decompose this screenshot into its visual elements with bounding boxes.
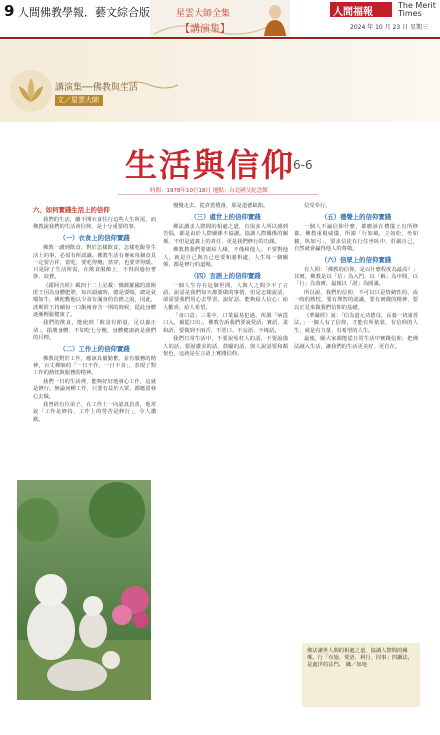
statue-photo — [17, 480, 151, 700]
headline-divider — [118, 194, 318, 195]
paragraph: 有人問：「佛教的信仰，是以什麼程度為最高？」其實，佛教是以「信」為入門，以「解」為中間，以「行」為落實，最後以「證」為圓滿。 — [294, 267, 418, 288]
text-column-1 — [33, 203, 156, 425]
portrait-illustration — [262, 2, 288, 36]
newspaper-english-name: The Merit Times — [398, 1, 436, 18]
subsection-heading: （三）處世上的信仰實踐 — [190, 213, 261, 222]
subsection-heading: （六）信眾上的信仰實踐 — [320, 256, 392, 265]
decorative-flourish — [120, 79, 180, 91]
author-name: 文／星雲大師 — [57, 96, 99, 104]
caption-text: 佛法讓世人間的相處之道，協調人際間的關係。行「布施、愛語、利行、同事」四攝法，是處世的法門。 攝／如地 — [307, 648, 413, 669]
subsection-heading: （一）衣食上的信仰實踐 — [59, 234, 130, 243]
paragraph: 所以說，我們的信仰，不可以只是情緒性的，或一時的熱忱，要有理智的認識，要有實踐的精神，要以正見來做我們信仰的基礎。 — [294, 290, 418, 311]
subsection-heading: （五）禮聲上的信仰實踐 — [320, 213, 392, 222]
paragraph: 一個人不論信仰什麼，都應該在禮儀上有所修養。佛教重視威儀，所謂「行如風，立如松，坐如鐘，臥如弓」，要求信徒在行住坐臥中，莊嚴自己，自然就會贏得他人的尊敬。 — [294, 224, 418, 252]
section-title: 人間佛教學報．藝文綜合版 — [18, 6, 150, 19]
series-subtitle: 【講演集】 — [180, 24, 230, 35]
paragraph: 《錯阿含經》載四十二上記載：憍薩羅國的波斯匿王因為身體肥胖，每次頭痛時，總是要喘，總是氣喘如牛，佛陀勸他以少食有滿身的負擔之說，因此，波斯匿王持續每一口飯後會含一則的時候，從此身體逐漸輕鬆健康了。 — [33, 282, 156, 318]
subsection-heading: （四）言語上的信仰實踐 — [190, 271, 261, 280]
paragraph: 我曾經有位弟子，在工作上一向認真負責，他常說「工作是修持，工作上的勞苦是修行」，令人讚歎。 — [33, 402, 156, 423]
paragraph: 我們的飲食，能使到「飲食有節量，足以養正命」，損壞身體，不如吃七分飽，身體健康就是我們的目標。 — [33, 320, 156, 341]
paragraph: 我們的生活，離不開衣食住行這些人生所需，而佛教說我們的生活會信仰，是十分重要的事。 — [33, 217, 156, 231]
paragraph: 最後，願大家都能從日常生活中實踐信仰，把佛法融入生活，讓我們的生活更美好、更自在。 — [294, 336, 418, 350]
article-headline: 生活與信仰 — [125, 146, 296, 184]
publication-date: 2024 年 10 月 23 日 星期三 — [350, 24, 428, 31]
paragraph: 一個人生存在這個世間，人與人之間少不了言語，說話是我們每天都要做的事情，但是怎樣說話，卻需要我們用心去學習。說好話，能夠給人信心；給人歡喜，給人希望。 — [163, 282, 288, 311]
text-column-2 — [163, 203, 288, 359]
paragraph: 我們一日的生活裡，能夠好好地發心工作，這就是修行。無論何種工作，只要有益於大眾，都應當發心去做。 — [33, 379, 156, 400]
masthead-rule — [0, 37, 440, 39]
page-number: 9 — [4, 2, 15, 20]
paragraph: 佛教一講到飲食，對於怎樣飲食，怎樣吃飯等生活上的事，必須有所認識。佛教生活有專家每個食具一定要吉祥，當吃，要吃得飽；當穿，也要穿得暖。只是除了生活所需，在飲食服飾上，不得誤過份奢侈、浪費。 — [33, 245, 156, 281]
paragraph: 慢慢走去，從貪慾墮落，那是道德缺陷。 — [173, 203, 269, 209]
paragraph: 「身口意」三業中，口業最易犯過，所謂「病從口入，禍從口出」，佛教告訴我們要說愛語、實語、柔和語，要做到不兩舌、不惡口、不妄語、不綺語。 — [163, 313, 288, 334]
column-title: 講演集──佛教與生活 — [55, 83, 138, 93]
subsection-heading: （二）工作上的信仰實踐 — [59, 345, 130, 354]
paragraph: 佛教教我們要廣結人緣，不僅和他人，不要對他人，就是自己與自己也要和諧相處，人生每一個關係，都是修行的道場。 — [163, 247, 288, 268]
paragraph: 我們日常生活中，不要說冤枉人的話，不要說傷人的話，要說讚美的話、鼓勵的話，與人說話要和顏悅色，這就是在言語上實踐信仰。 — [163, 336, 288, 357]
paragraph: 佛法講求人際間的相處之道，有很多人所以感到苦惱，都是由於人際關係不協調。協調人際關係的關係，不但是道義上的責任，更是我們修行的功課。 — [163, 224, 288, 245]
lotus-icon — [8, 68, 54, 114]
article-part-number: 6-6 — [293, 158, 313, 172]
series-name: 星雲大師全集 — [176, 9, 231, 19]
paragraph: 佛教徒對於工作，應該具備勤奮、並有服務的精神，百丈禪師的「一日不作，一日不食」，表現了對工作的熱忱與服務的精神。 — [33, 356, 156, 377]
lecture-meta: 時間：1978年10月18日 地點：台北國父紀念館 — [150, 188, 268, 194]
section-heading: 六、如何實踐生活上的信仰 — [33, 206, 110, 214]
text-column-3 — [294, 203, 418, 352]
newspaper-logo-text: 人間福報 — [333, 7, 373, 18]
paragraph: 信受奉行。 — [304, 203, 331, 209]
paragraph: 《華嚴經》說：「信為道元功德母，長養一切諸善法。」一個人有了信仰，才能有所依靠，有信仰的人生，就是有力量、有希望的人生。 — [294, 313, 418, 334]
